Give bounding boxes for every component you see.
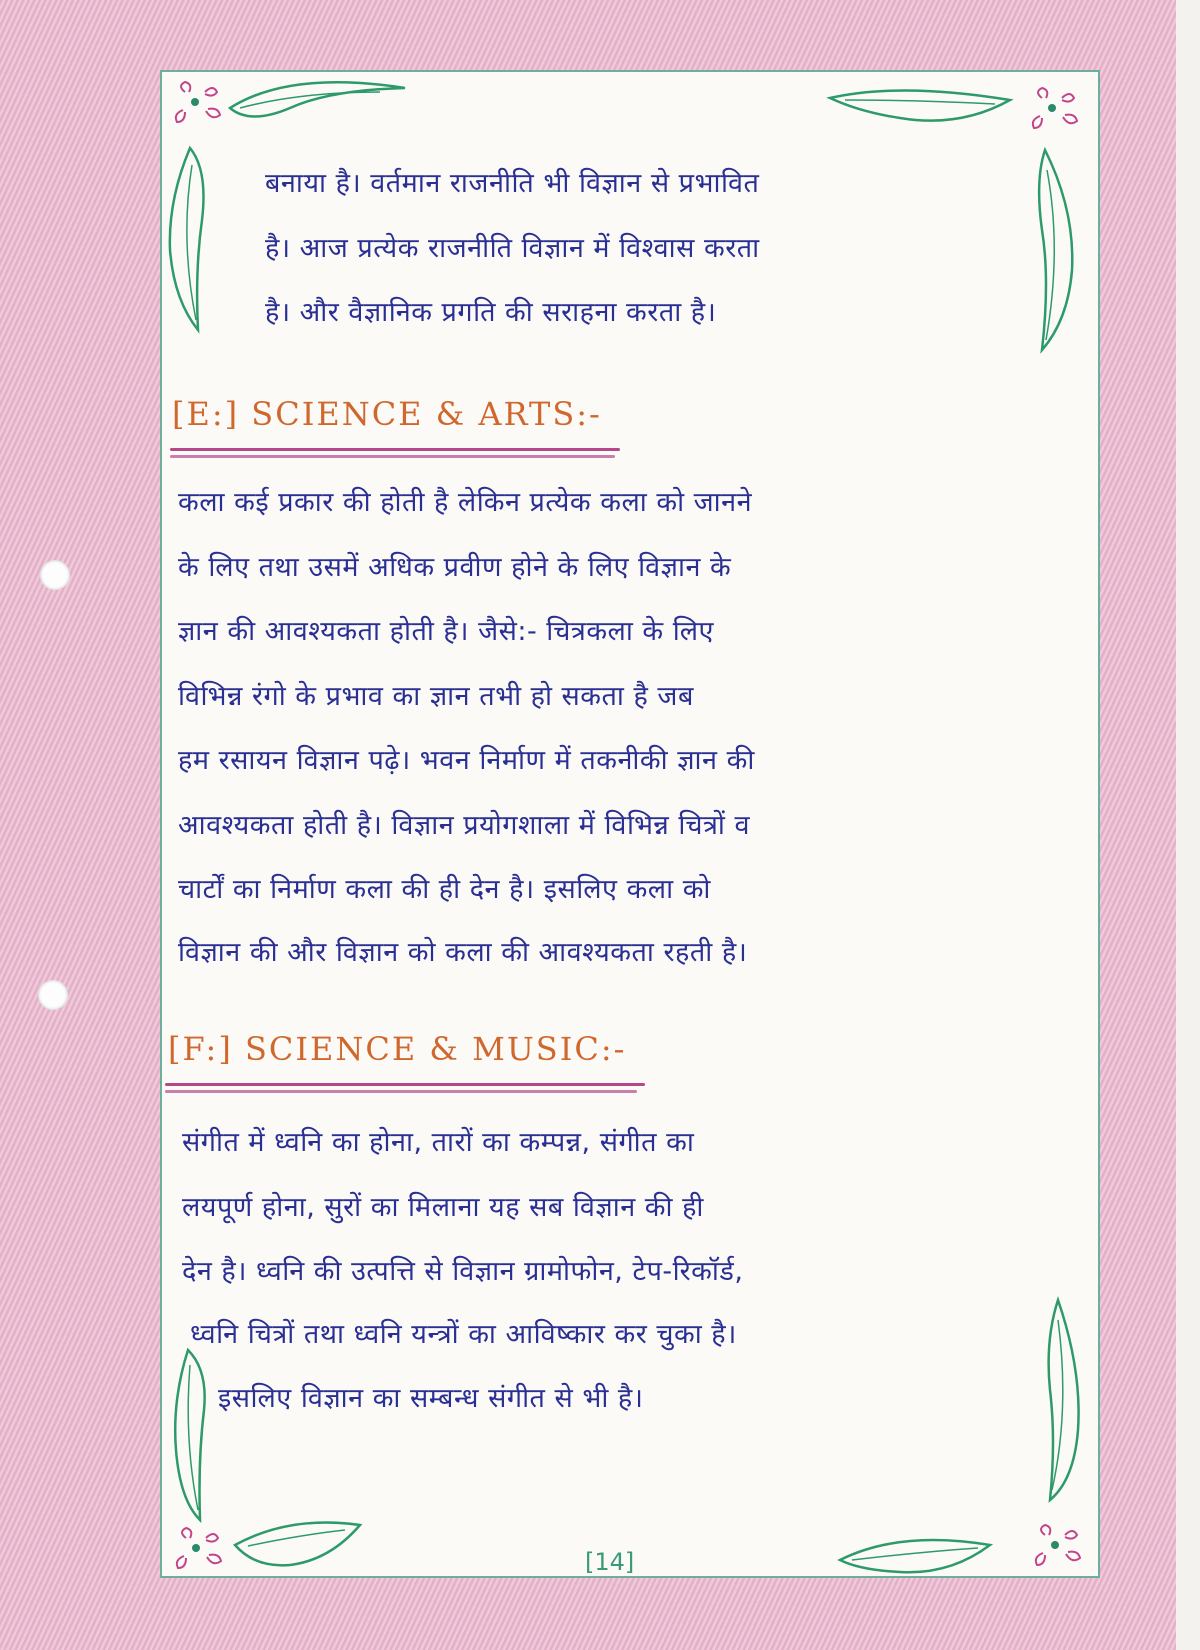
text-line: ज्ञान की आवश्यकता होती है। जैसे:- चित्रकला के लिए [178,616,714,647]
text-line: इसलिए विज्ञान का सम्बन्ध संगीत से भी है। [218,1383,644,1414]
text-line: देन है। ध्वनि की उत्पत्ति से विज्ञान ग्रामोफोन, टेप-रिकॉर्ड, [182,1256,744,1287]
text-line: ध्वनि चित्रों तथा ध्वनि यन्त्रों का आविष्कार कर चुका है। [190,1319,737,1350]
page-number: [14] [585,1548,635,1576]
leaf-icon [230,82,405,116]
text-line: है। और वैज्ञानिक प्रगति की सराहना करता है। [265,297,717,328]
leaf-icon [830,90,1010,120]
text-line: आवश्यकता होती है। विज्ञान प्रयोगशाला में विभिन्न चित्रों व [178,810,751,841]
text-line: है। आज प्रत्येक राजनीति विज्ञान में विश्वास करता [265,233,760,264]
text-line: संगीत में ध्वनि का होना, तारों का कम्पन्न, संगीत का [182,1127,695,1158]
text-line: विज्ञान की और विज्ञान को कला की आवश्यकता रहती है। [178,937,748,968]
text-line: के लिए तथा उसमें अधिक प्रवीण होने के लिए विज्ञान के [178,552,732,583]
section-heading-science-arts: [E:] SCIENCE & ARTS:- [172,395,602,433]
flower-icon [1036,1525,1080,1565]
text-line: विभिन्न रंगो के प्रभाव का ज्ञान तभी हो सकता है जब [178,681,694,712]
text-line: कला कई प्रकार की होती है लेकिन प्रत्येक कला को जानने [178,487,753,518]
text-line: बनाया है। वर्तमान राजनीति भी विज्ञान से प्रभावित [265,168,760,199]
leaf-icon [235,1523,360,1566]
text-line: लयपूर्ण होना, सुरों का मिलाना यह सब विज्ञान की ही [182,1192,704,1223]
flower-icon [1033,88,1077,128]
leaf-icon [1049,1300,1079,1500]
leaf-icon [1039,150,1072,350]
heading-underline [170,448,620,451]
heading-underline [165,1090,637,1093]
leaf-icon [840,1540,990,1572]
flower-icon [177,1528,221,1568]
text-line: हम रसायन विज्ञान पढ़े। भवन निर्माण में तकनीकी ज्ञान की [178,745,755,776]
section-heading-science-music: [F:] SCIENCE & MUSIC:- [168,1030,627,1068]
text-line: चार्टों का निर्माण कला की ही देन है। इसलिए कला को [178,874,711,905]
heading-underline [170,455,615,458]
flower-icon [176,82,220,122]
heading-underline [165,1083,645,1086]
